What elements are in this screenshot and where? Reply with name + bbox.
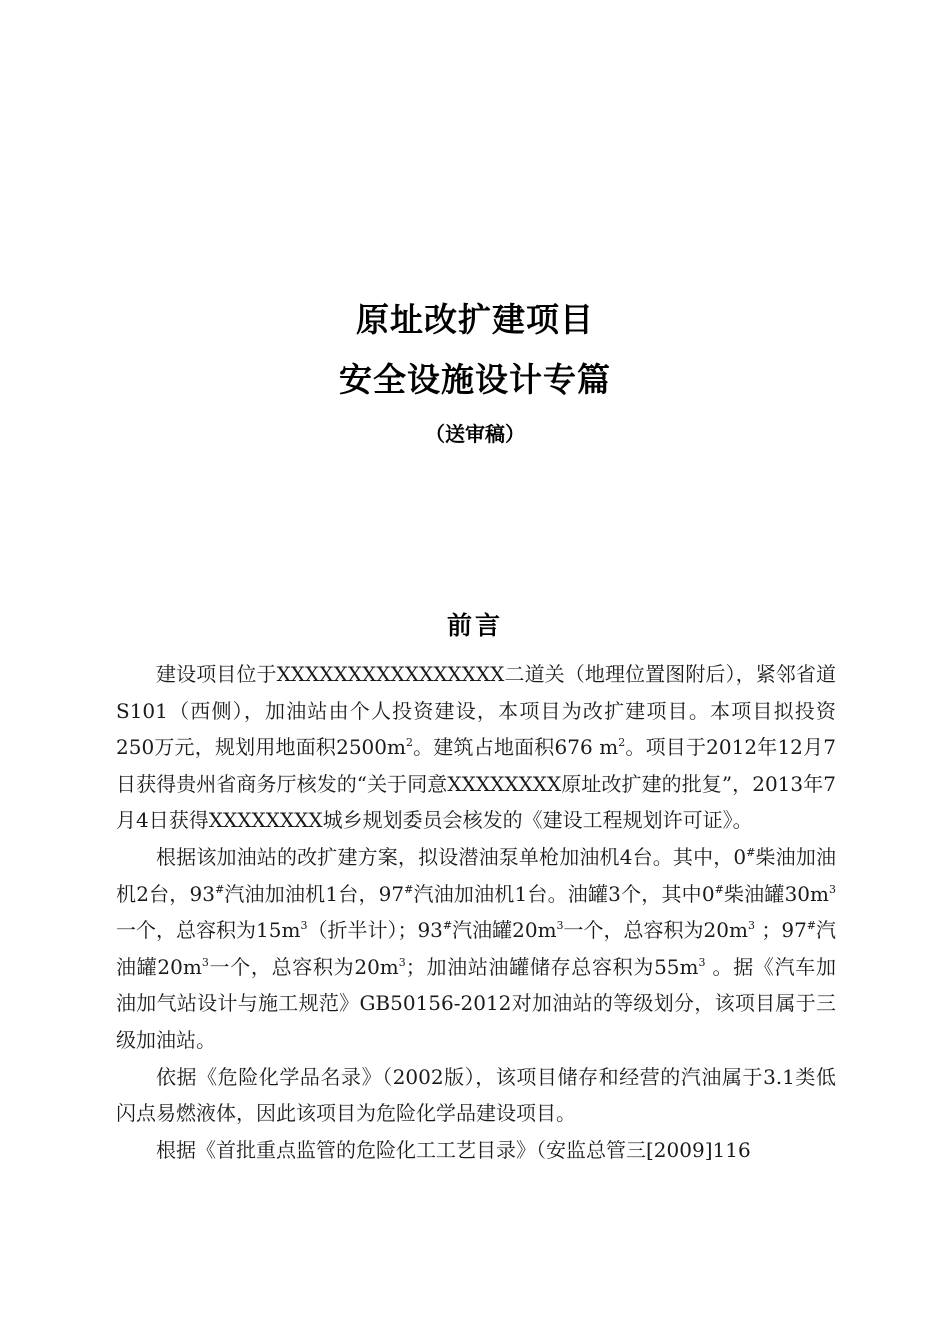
paragraph-text: （折半计）；93 xyxy=(307,918,443,943)
document-title-line-2: 安全设施设计专篇 xyxy=(339,360,611,399)
superscript: # xyxy=(442,919,453,933)
superscript: # xyxy=(214,882,225,896)
paragraph-text: ；加油站油罐储存总容积为55m xyxy=(405,954,699,979)
paragraph-text: ；97 xyxy=(754,918,807,943)
section-heading-preface: 前言 xyxy=(446,611,503,640)
superscript: # xyxy=(746,845,756,859)
paragraph-text: 柴油罐30m xyxy=(723,881,829,906)
paragraph-text: 汽油加油机1台。油罐3个，其中0 xyxy=(413,881,715,906)
paragraph-text: 建设项目位于XXXXXXXXXXXXXXXX二道关（地理位置图附后），紧邻省道S101（西侧），加油站由个人投资建设，本项目为改扩建项目。本项目拟投资250万元，规划用地面积2500m xyxy=(116,662,836,760)
paragraph-text: 一个，总容积为20m xyxy=(208,954,399,979)
superscript: 2 xyxy=(405,736,413,750)
paragraph-expansion-plan xyxy=(116,839,836,1059)
superscript: 3 xyxy=(747,919,755,933)
superscript: 3 xyxy=(828,882,836,896)
superscript: # xyxy=(806,919,817,933)
paragraph-text: 。据《汽车加油加气站设计与施工规范》GB50156-2012对加油站的等级划分，该项目属于三级加油站。 xyxy=(116,954,836,1052)
superscript: 3 xyxy=(300,919,308,933)
paragraph-project-location xyxy=(116,656,836,839)
paragraph-text: 汽油加油机1台，97 xyxy=(224,881,405,906)
paragraph-text: 。建筑占地面积676 m xyxy=(412,735,619,760)
paragraph-text: 汽油罐20m xyxy=(116,918,837,979)
superscript: 3 xyxy=(398,955,406,969)
paragraph-text: 根据该加油站的改扩建方案，拟设潜油泵单枪加油机4台。其中，0 xyxy=(156,844,747,869)
superscript: 3 xyxy=(201,955,209,969)
paragraph-process-catalog: 根据《首批重点监管的危险化工工艺目录》（安监总管三[2009]116 xyxy=(156,1137,751,1162)
superscript: 3 xyxy=(556,919,564,933)
superscript: 2 xyxy=(618,736,626,750)
paragraph-text: 一个，总容积为20m xyxy=(563,918,748,943)
draft-status-note: （送审稿） xyxy=(425,422,525,446)
paragraph-hazard-classification: 依据《危险化学品名录》（2002版），该项目储存和经营的汽油属于3.1类低闪点易燃液体，因此该项目为危险化学品建设项目。 xyxy=(116,1064,836,1126)
superscript: 3 xyxy=(698,955,706,969)
superscript: # xyxy=(404,882,414,896)
preface-body xyxy=(116,656,836,1168)
paragraph-text: 柴油加油机2台，93 xyxy=(116,844,837,906)
document-title-line-1: 原址改扩建项目 xyxy=(356,300,594,339)
paragraph-text: 汽油罐20m xyxy=(452,918,557,943)
paragraph-text: 一个，总容积为15m xyxy=(116,918,301,943)
superscript: # xyxy=(714,882,724,896)
paragraph-text: 。项目于2012年12月7日获得贵州省商务厅核发的“关于同意XXXXXXXX原址改扩建的批复”，2013年7月4日获得XXXXXXXX城乡规划委员会核发的《建设工程规划许可证》。 xyxy=(116,735,837,833)
